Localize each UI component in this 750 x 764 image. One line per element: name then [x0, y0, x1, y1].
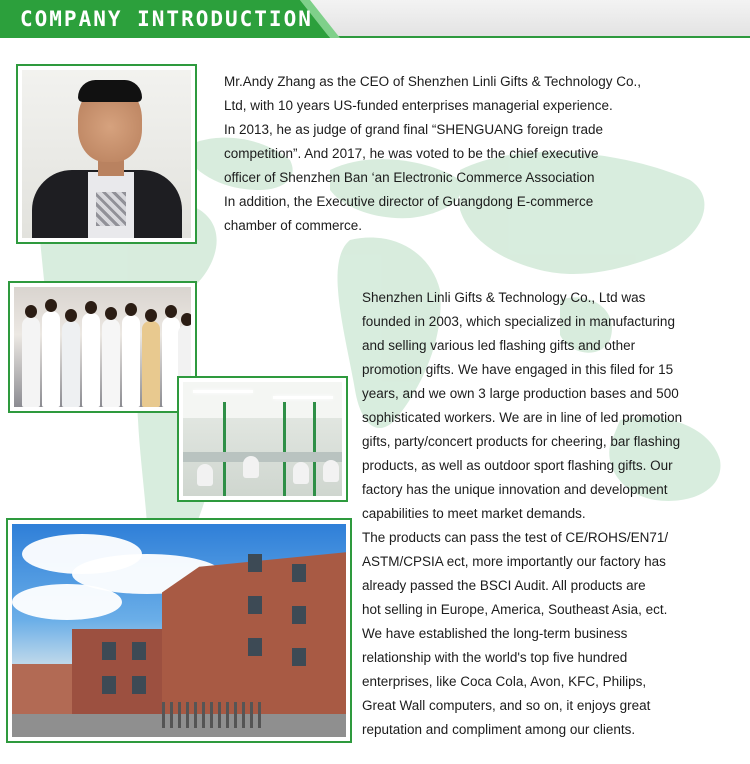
ceo-line: Ltd, with 10 years US-funded enterprises managerial experience.	[224, 98, 613, 113]
company-line: ASTM/CPSIA ect, more importantly our factory has	[362, 554, 666, 569]
company-line: reputation and compliment among our clients.	[362, 722, 636, 737]
company-line: products, as well as outdoor sport flashing gifts. Our	[362, 458, 673, 473]
building-window	[132, 642, 146, 660]
company-building-photo	[12, 524, 346, 737]
team-member	[42, 311, 60, 407]
company-line: Shenzhen Linli Gifts & Technology Co., Ltd was	[362, 290, 646, 305]
team-photo	[14, 287, 191, 407]
company-line: enterprises, like Coca Cola, Avon, KFC, Philips,	[362, 674, 647, 689]
ceiling-light	[193, 390, 253, 393]
section-header	[0, 0, 750, 40]
building-window	[102, 676, 116, 694]
ceo-portrait	[22, 70, 191, 238]
company-line: We have established the long-term business	[362, 626, 628, 641]
ceiling-light	[273, 396, 333, 399]
company-line: gifts, party/concert products for cheering, bar flashing	[362, 434, 681, 449]
ceo-line: competition”. And 2017, he was voted to be the chief executive	[224, 146, 599, 161]
ceo-shirt-print	[96, 192, 126, 226]
building-window	[292, 648, 306, 666]
ceo-line: Mr.Andy Zhang as the CEO of Shenzhen Linli Gifts & Technology Co.,	[224, 74, 641, 89]
ceo-hair	[78, 80, 142, 102]
factory-worker	[323, 460, 339, 482]
factory-ceiling	[183, 382, 342, 418]
company-intro-text	[362, 286, 682, 742]
ceo-photo-frame	[16, 64, 197, 244]
factory-worker	[293, 462, 309, 484]
factory-worker	[197, 464, 213, 486]
building-window	[248, 596, 262, 614]
building-window	[248, 554, 262, 572]
factory-worker	[243, 456, 259, 478]
team-member	[102, 319, 120, 407]
team-member	[22, 317, 40, 407]
building-window	[248, 638, 262, 656]
company-line: promotion gifts. We have engaged in this filed for 15	[362, 362, 674, 377]
team-member	[82, 313, 100, 407]
ceo-line: In addition, the Executive director of Guangdong E-commerce	[224, 194, 594, 209]
building-window	[132, 676, 146, 694]
ceo-line: In 2013, he as judge of grand final “SHENGUANG foreign trade	[224, 122, 603, 137]
line-post	[223, 402, 226, 496]
team-member	[62, 321, 80, 407]
company-line: factory has the unique innovation and development	[362, 482, 668, 497]
ceo-line: chamber of commerce.	[224, 218, 363, 233]
company-line: capabilities to meet market demands.	[362, 506, 586, 521]
company-line: already passed the BSCI Audit. All products are	[362, 578, 646, 593]
section-title: COMPANY INTRODUCTION	[20, 7, 313, 31]
company-line: hot selling in Europe, America, Southeast Asia, ect.	[362, 602, 668, 617]
ceo-intro-text	[224, 70, 641, 238]
building-photo-frame	[6, 518, 352, 743]
gate-fence	[162, 702, 262, 728]
cloud	[12, 584, 122, 620]
company-line: sophisticated workers. We are in line of led promotion	[362, 410, 683, 425]
line-post	[283, 402, 286, 496]
company-line: and selling various led flashing gifts and other	[362, 338, 636, 353]
work-bench	[183, 452, 342, 462]
team-member	[122, 315, 140, 407]
company-line: relationship with the world's top five hundred	[362, 650, 628, 665]
building-window	[292, 606, 306, 624]
company-line: Great Wall computers, and so on, it enjoys great	[362, 698, 651, 713]
building-window	[102, 642, 116, 660]
company-line: founded in 2003, which specialized in manufacturing	[362, 314, 675, 329]
team-photo-frame	[8, 281, 197, 413]
ceo-line: officer of Shenzhen Ban ‘an Electronic Commerce Association	[224, 170, 595, 185]
company-line: years, and we own 3 large production bases and 500	[362, 386, 679, 401]
company-line: The products can pass the test of CE/ROHS/EN71/	[362, 530, 669, 545]
factory-photo-frame	[177, 376, 348, 502]
line-post	[313, 402, 316, 496]
factory-floor-photo	[183, 382, 342, 496]
building-window	[292, 564, 306, 582]
team-member	[142, 321, 160, 407]
